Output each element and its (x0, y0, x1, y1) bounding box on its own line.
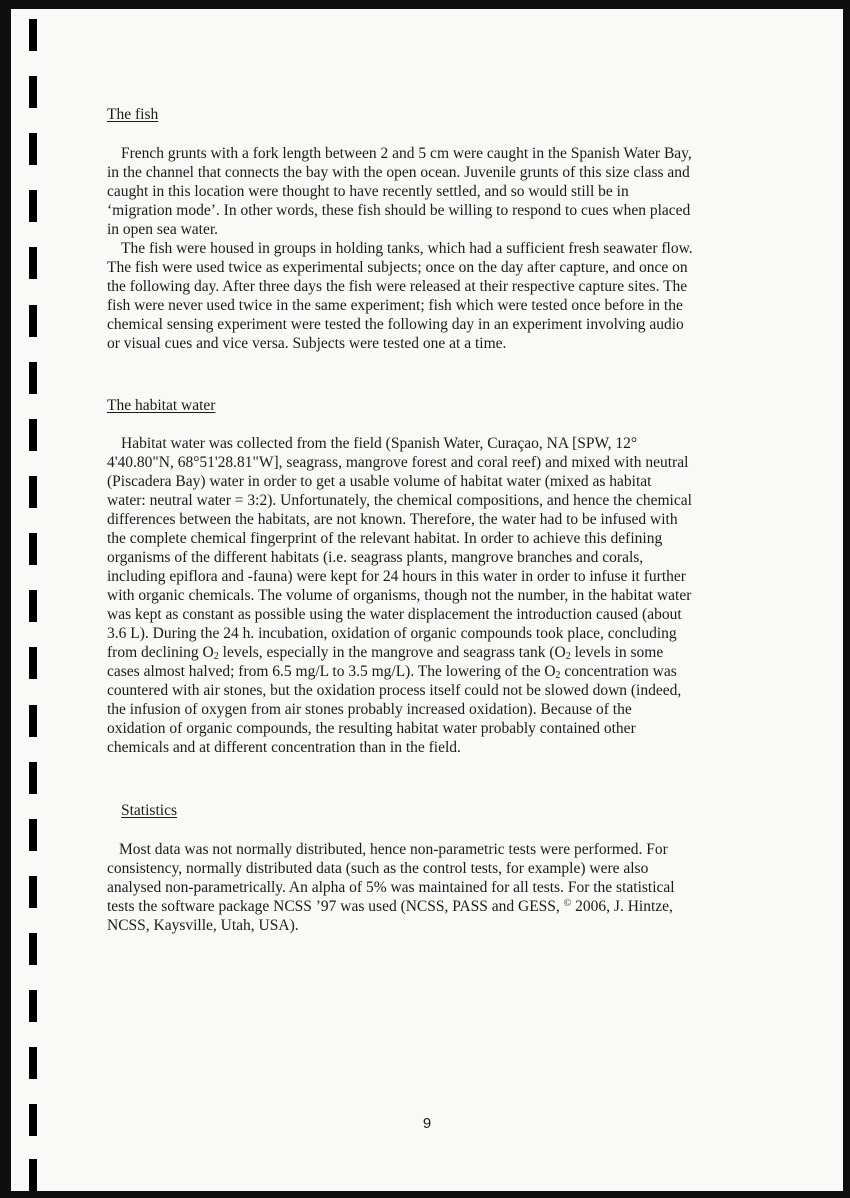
text-run: 2006, J. Hintze, (571, 898, 673, 915)
text-line: consistency, normally distributed data (such as the control tests, for example) were also (107, 860, 649, 877)
text-line: The fish were housed in groups in holding tanks, which had a sufficient fresh seawater flow. (121, 240, 693, 257)
text-line: Habitat water was collected from the field (Spanish Water, Curaçao, NA [SPW, 12° (121, 435, 638, 452)
text-run: levels in some (570, 644, 664, 661)
binding-holes (29, 13, 39, 1191)
section-heading-fish: The fish (107, 106, 159, 123)
binding-hole (29, 876, 37, 908)
text-line: ‘migration mode’. In other words, these fish should be willing to respond to cues when placed (107, 202, 691, 219)
statistics-paragraph (107, 840, 767, 935)
binding-hole (29, 933, 37, 965)
text-line: oxidation of organic compounds, the resulting habitat water probably contained other (107, 720, 636, 737)
binding-hole (29, 762, 37, 794)
section-heading-statistics: Statistics (121, 802, 177, 819)
binding-hole (29, 590, 37, 622)
text-line: NCSS, Kaysville, Utah, USA). (107, 917, 299, 934)
text-line: the complete chemical fingerprint of the relevant habitat. In order to achieve this defining (107, 530, 663, 547)
text-line: 3.6 L). During the 24 h. incubation, oxidation of organic compounds took place, concluding (107, 625, 677, 642)
binding-hole (29, 533, 37, 565)
text-line: chemical sensing experiment were tested the following day in an experiment involving audio (107, 316, 684, 333)
binding-hole (29, 647, 37, 679)
text-run: from declining O (107, 644, 214, 661)
text-line: the following day. After three days the fish were released at their respective capture sites. The (107, 278, 688, 295)
binding-hole (29, 476, 37, 508)
text-line: was kept as constant as possible using the water displacement the introduction caused (about (107, 606, 682, 623)
binding-hole (29, 305, 37, 337)
binding-hole (29, 1047, 37, 1079)
binding-hole (29, 19, 37, 51)
binding-hole (29, 990, 37, 1022)
section-heading-habitat-water: The habitat water (107, 397, 216, 414)
fish-paragraph-2 (107, 239, 767, 353)
text-run: concentration was (560, 663, 677, 680)
text-line: countered with air stones, but the oxidation process itself could not be slowed down (indeed, (107, 682, 682, 699)
text-line: Most data was not normally distributed, hence non-parametric tests were performed. For (119, 841, 668, 858)
binding-hole (29, 819, 37, 851)
binding-hole (29, 76, 37, 108)
text-line: water: neutral water = 3:2). Unfortunately, the chemical compositions, and hence the chemical (107, 492, 692, 509)
binding-hole (29, 1159, 37, 1191)
text-line: fish were never used twice in the same experiment; fish which were tested once before in the (107, 297, 683, 314)
text-run: cases almost halved; from 6.5 mg/L to 3.5 mg/L). The lowering of the O (107, 663, 556, 680)
subscript: 2 (565, 651, 571, 662)
binding-hole (29, 362, 37, 394)
text-line: caught in this location were thought to have recently settled, and so would still be in (107, 183, 629, 200)
page-number: 9 (422, 1115, 432, 1132)
binding-hole (29, 190, 37, 222)
text-line: in the channel that connects the bay with the open ocean. Juvenile grunts of this size class and (107, 164, 690, 181)
text-line: including epiflora and -fauna) were kept for 24 hours in this water in order to infuse it further (107, 568, 686, 585)
text-line (107, 662, 767, 681)
binding-hole (29, 705, 37, 737)
text-line (107, 643, 767, 662)
text-line: in open sea water. (107, 221, 219, 238)
text-line: the infusion of oxygen from air stones probably increased oxidation). Because of the (107, 701, 632, 718)
text-line: chemicals and at different concentration than in the field. (107, 739, 461, 756)
text-line: or visual cues and vice versa. Subjects were tested one at a time. (107, 335, 507, 352)
document-page (11, 9, 843, 1191)
binding-hole (29, 419, 37, 451)
text-line: analysed non-parametrically. An alpha of 5% was maintained for all tests. For the statistical (107, 879, 675, 896)
subscript: 2 (213, 651, 219, 662)
text-line: organisms of the different habitats (i.e. seagrass plants, mangrove branches and corals, (107, 549, 644, 566)
text-line: differences between the habitats, are not known. Therefore, the water had to be infused with (107, 511, 678, 528)
copyright-symbol: © (563, 898, 572, 909)
text-run: levels, especially in the mangrove and seagrass tank (O (218, 644, 566, 661)
habitat-water-paragraph (107, 434, 767, 757)
fish-paragraph-1 (107, 144, 767, 239)
text-run: tests the software package NCSS ’97 was used (NCSS, PASS and GESS, (107, 898, 564, 915)
text-line: (Piscadera Bay) water in order to get a usable volume of habitat water (mixed as habitat (107, 473, 652, 490)
text-line: French grunts with a fork length between 2 and 5 cm were caught in the Spanish Water Bay, (121, 145, 692, 162)
text-line: The fish were used twice as experimental subjects; once on the day after capture, and once on (107, 259, 688, 276)
binding-hole (29, 247, 37, 279)
subscript: 2 (555, 670, 561, 681)
binding-hole (29, 133, 37, 165)
text-line (107, 897, 767, 916)
text-line: with organic chemicals. The volume of organisms, though not the number, in the habitat water (107, 587, 692, 604)
text-line: 4'40.80"N, 68°51'28.81"W], seagrass, mangrove forest and coral reef) and mixed with neutral (107, 454, 689, 471)
